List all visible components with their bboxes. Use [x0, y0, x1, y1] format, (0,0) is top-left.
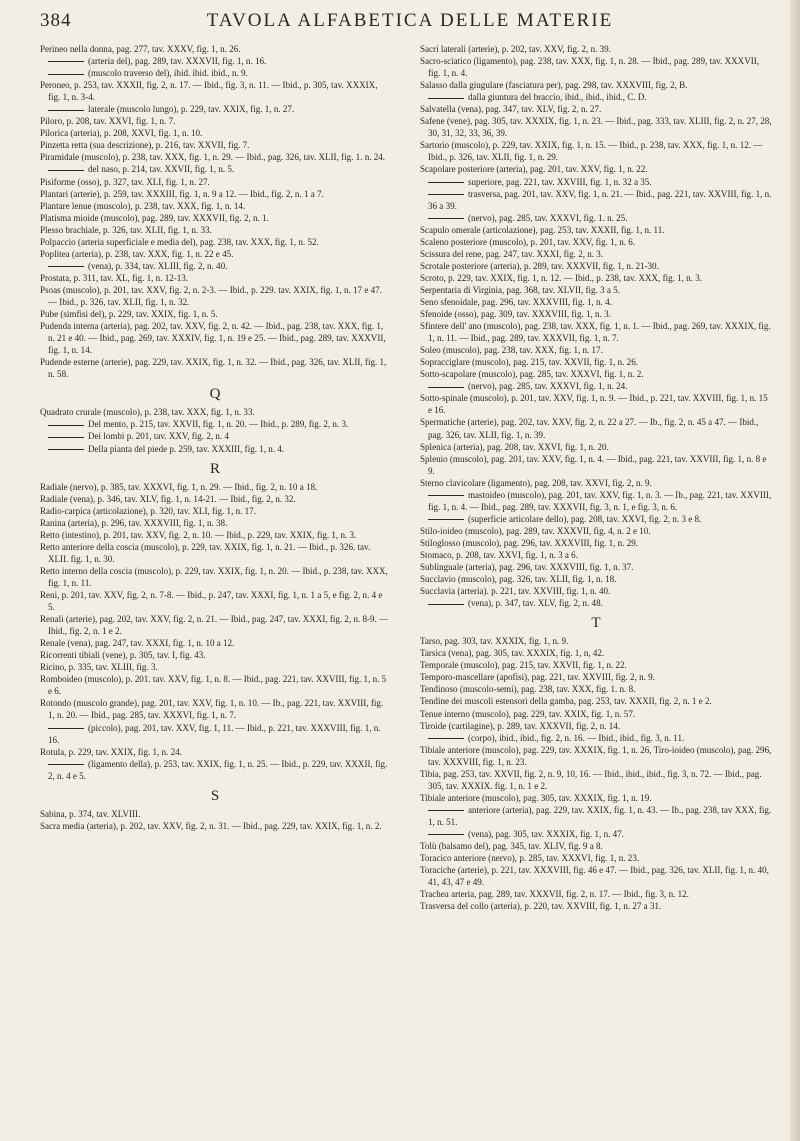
index-subentry [420, 188, 772, 212]
index-subentry-text: del naso, p. 214, tav. XXVII, fig. 1, n. 5. [88, 164, 235, 175]
ditto-dash [48, 449, 84, 450]
index-subentry-text: (ligamento della), p. 253, tav. XXIX, fig. 1, n. 25. — Ibid., p. 229, tav. XXXII, fig. 2, n. 4 e 5. [48, 758, 388, 781]
index-subentry [40, 443, 390, 455]
index-entry: Ricorrenti tibiali (vene), p. 305, tav. I, fig. 43. [40, 650, 206, 661]
index-entry: Pudenda interna (arteria), pag. 202, tav. XXV, fig. 2, n. 42. — Ibid., pag. 238, tav. XXX, fig. 1, n. 21 e 40. — Ibid., pag. 269, tav. XXXIV, fig. 1, n. 19 e 25. — Ibid., pag. 289, tav. XXXVII, fig. 1, n. 14. [40, 321, 386, 356]
index-entry: Temporale (muscolo), pag. 215, tav. XXVII, fig. 1, n. 22. [420, 660, 627, 671]
index-subentry-text: (arteria del), pag. 289, tav. XXXVII, fig. 1, n. 16. [88, 56, 267, 67]
index-subentry [420, 380, 772, 392]
index-subentry-text: Dei lombi p. 201, tav. XXV, fig. 2, n. 4 [88, 431, 229, 442]
ditto-dash [48, 74, 84, 75]
index-entry: Toracico anteriore (nervo), p. 285, tav. XXXVI, fig. 1, n. 23. [420, 853, 640, 864]
index-entry: Succlavia (arteria). p. 221, tav. XXVIII, fig. 1, n. 40. [420, 586, 611, 597]
index-subentry [420, 176, 772, 188]
index-subentry [40, 430, 390, 442]
index-subentry [420, 597, 772, 609]
ditto-dash [48, 61, 84, 62]
index-subentry [40, 55, 390, 67]
ditto-dash [428, 182, 464, 183]
index-subentry [420, 489, 772, 513]
ditto-dash [48, 425, 84, 426]
index-entry: Tolù (balsamo del), pag. 345, tav. XLIV, fig. 9 a 8. [420, 841, 603, 852]
index-entry: Splenica (arteria), pag. 208, tav. XXVI, fig. 1, n. 20. [420, 441, 609, 452]
ditto-dash [48, 266, 84, 267]
index-entry: Retto interno della coscia (muscolo), p. 229, tav. XXIX, fig. 1, n. 20. — Ibid., p. 238, tav. XXX, fig. 1, n. 11. [40, 565, 388, 588]
section-letter: T [591, 615, 601, 632]
index-entry: Sotto-spinale (muscolo), p. 201, tav. XXV, fig. 1, n. 9. — Ibid., p. 221, tav. XXVIII, fig. 1, n. 15 e 16. [420, 393, 768, 416]
index-subentry-text: Della pianta del piede p. 259, tav. XXXIII, fig. 1, n. 4. [88, 443, 285, 454]
index-entry: Plantari (arterie), p. 259, tav. XXXIII, fig. 1, n. 9 a 12. — Ibid., fig. 2, n. 1 a 7. [40, 188, 324, 199]
index-entry: Salvatella (vena), pag. 347, tav. XLV, fig. 2, n. 27. [420, 104, 602, 115]
index-subentry-text: trasversa, pag. 201, tav. XXV, fig. 1, n. 21. — Ibid., pag. 221, tav. XXVIII, fig. 1, n. 36 a 39. [428, 188, 772, 211]
index-entry: Scrotale posteriore (arteria), p. 289, tav. XXXVII, fig. 1, n. 21-30. [420, 260, 659, 271]
index-entry: Sterno clavicolare (ligamento), pag. 208, tav. XXVI, fig. 2, n. 9. [420, 477, 652, 488]
index-entry: Sabina, p. 374, tav. XLVIII. [40, 808, 141, 819]
ditto-dash [428, 387, 464, 388]
page-number: 384 [40, 10, 72, 31]
ditto-dash [48, 764, 84, 765]
ditto-dash [428, 495, 464, 496]
index-entry: Pinzetta retta (sua descrizione), p. 216, tav. XXVII, fig. 7. [40, 140, 250, 151]
index-entry: Tenue interno (muscolo), pag. 229, tav. XXIX, fig. 1, n. 57. [420, 708, 636, 719]
index-entry: Toraciche (arterie), p. 221, tav. XXXVIII, fig. 46 e 47. — Ibid., pag. 326, tav. XLII, fig. 1, n. 40, 41, 43, 47 e 49. [420, 865, 769, 888]
index-entry: Tiroide (cartilagine), p. 289, tav. XXXVII, fig. 2, n. 14. [420, 720, 621, 731]
section-letter: R [209, 460, 220, 477]
index-subentry [420, 828, 772, 840]
index-entry: Scaleno posteriore (muscolo), p. 201, tav. XXV, fig. 1, n. 6. [420, 236, 636, 247]
index-entry: Ricino, p. 335, tav. XLIII, fig. 3. [40, 662, 158, 673]
index-entry: Rotula, p. 229, tav. XXIX, fig. 1, n. 24. [40, 746, 182, 757]
index-entry: Peroneo, p. 253, tav. XXXII, fig. 2, n. 17. — Ibid., fig. 3, n. 11. — Ibid., p. 305, tav. XXXIX, fig. 1, n. 3-4. [40, 80, 378, 103]
index-entry: Pube (simfisi del), p. 229, tav. XXIX, fig. 1, n. 5. [40, 309, 218, 320]
index-entry: Radio-carpica (articolazione), p. 320, tav. XLI, fig. 1, n. 17. [40, 505, 256, 516]
index-entry: Trachea arteria, pag. 289, tav. XXXVII, fig. 2, n. 17. — Ibid., fig. 3, n. 12. [420, 889, 689, 900]
index-entry: Retto (intestino), p. 201, tav. XXV, fig. 2, n. 10. — Ibid., p. 229, tav. XXIX, fig. 1, n. 3. [40, 529, 357, 540]
index-entry: Sfintere dell' ano (muscolo), pag. 238, tav. XXX, fig. 1, n. 1. — Ibid., pag. 269, tav. XXXIX, fig. 1, n. 11. — Ibid., pag. 289, tav. XXXVII, fig. 1, n. 7. [420, 321, 771, 344]
right-column [420, 43, 772, 912]
ditto-dash [428, 98, 464, 99]
index-entry: Platisma mioide (muscolo), pag. 289, tav. XXXVII, fig. 2, n. 1. [40, 212, 269, 223]
index-entry: Quadrato crurale (muscolo), p. 238, tav. XXX, fig. 1, n. 33. [40, 407, 255, 418]
ditto-dash [48, 110, 84, 111]
index-entry: Sublinguale (arteria), pag. 296, tav. XXXVIII, fig. 1, n. 37. [420, 562, 634, 573]
page-edge [790, 0, 800, 1141]
index-subentry-text: (nervo), pag. 285, tav. XXXVI, fig. 1. n. 25. [468, 212, 628, 223]
index-entry: Salasso dalla giugulare (fasciatura per), pag. 298, tav. XXXVIII, fig. 2, B. [420, 80, 688, 91]
index-entry: Perineo nella donna, pag. 277, tav. XXXV, fig. 1, n. 26. [40, 44, 241, 54]
index-entry: Succlavio (muscolo), pag. 326, tav. XLII, fig. 1, n. 18. [420, 574, 617, 585]
index-entry: Tibia, pag. 253, tav. XXVII, fig. 2, n. 9, 10, 16. — Ibid., ibid., ibid., fig. 3, n. 72. — Ibid., pag. 305, tav. XXXIX. fig. 1, n. 1 e 2. [420, 768, 762, 791]
index-entry: Scapulo omerale (articolazione), pag. 253, tav. XXXII, fig. 1, n. 11. [420, 224, 665, 235]
index-subentry-text: (vena), p. 347, tav. XLV, fig. 2, n. 48. [468, 598, 603, 609]
ditto-dash [48, 170, 84, 171]
index-entry: Tarso, pag. 303, tav. XXXIX, fig. 1, n. 9. [420, 636, 569, 647]
index-entry: Sotto-scapolare (muscolo), pag. 285, tav. XXXVI, fig. 1, n. 2. [420, 369, 644, 380]
index-subentry-text: superiore, pag. 221, tav. XXVIII, fig. 1, n. 32 a 35. [468, 176, 652, 187]
index-subentry [420, 212, 772, 224]
index-entry: Prostata, p. 311, tav. XL, fig. 1, n. 12-13. [40, 272, 189, 283]
index-entry: Pilorica (arteria), p. 208, XXVI, fig. 1, n. 10. [40, 128, 203, 139]
index-subentry [420, 732, 772, 744]
ditto-dash [428, 194, 464, 195]
index-subentry-text: anteriore (arteria), pag. 229, tav. XXIX, fig. 1, n. 43. — Ib., pag. 238, tav XXX, fig. 1, n. 51. [428, 804, 772, 827]
index-entry: Trasversa del collo (arteria), p. 220, tav. XXVIII, fig. 1, n. 27 a 31. [420, 901, 662, 912]
index-subentry-text: Del mento, p. 215, tav. XXVII, fig. 1, n. 20. — Ibid., p. 289, fig. 2, n. 3. [88, 419, 349, 430]
index-entry: Scissura del rene, pag. 247, tav. XXXI, fig. 2, n. 3. [420, 248, 604, 259]
index-entry: Soleo (muscolo), pag. 238, tav. XXX, fig. 1, n. 17. [420, 345, 603, 356]
index-subentry-text: laterale (muscolo lungo), p. 229, tav. XXIX, fig. 1, n. 27. [88, 104, 295, 115]
index-entry: Piramidale (muscolo), p. 238, tav. XXX, fig. 1, n. 29. — Ibid., pag. 326, tav. XLII, fig. 1. n. 24. [40, 152, 386, 163]
index-subentry [40, 260, 390, 272]
ditto-dash [48, 728, 84, 729]
index-entry: Seno sfenoidale, pag. 296, tav. XXXVIII, fig. 1, n. 4. [420, 296, 612, 307]
index-entry: Tibiale anteriore (muscolo), pag. 229, tav. XXXIX, fig. 1, n. 26, Tiro-ioideo (muscolo), pag. 296, tav. XXXVIII, fig. 1, n. 23. [420, 744, 772, 767]
index-entry: Sartorio (muscolo), p. 229, tav. XXIX, fig. 1, n. 15. — Ibid., p. 238, tav. XXX, fig. 1, n. 12. — Ibid., p. 326, tav. XLII, fig. 1, n. 29. [420, 140, 763, 163]
index-entry: Sopracciglare (muscolo), pag. 215, tav. XXVII, fig. 1, n. 26. [420, 357, 638, 368]
index-entry: Scapolare posteriore (arteria), pag. 201, tav. XXV, fig. 1, n. 22. [420, 164, 648, 175]
index-subentry-text: (piccolo), pag. 201, tav. XXV, fig. 1, 11. — Ibid., p. 221, tav. XXXVIII, fig. 1, n. 16. [48, 722, 381, 745]
index-entry: Renali (arterie), pag. 202, tav. XXV, fig. 2, n. 21. — Ibid., pag. 247, tav. XXXI, fig. 2, n. 8-9. — Ibid., fig. 2, n. 1 e 2. [40, 614, 389, 637]
index-subentry-text: (vena), pag. 305, tav. XXXIX, fig. 1, n. 47. [468, 829, 624, 839]
index-entry: Renale (vena), pag. 247, tav. XXXI, fig. 1, n. 10 a 12. [40, 638, 235, 649]
ditto-dash [428, 738, 464, 739]
section-letter: Q [209, 386, 221, 403]
index-entry: Poplitea (arteria), p. 238, tav. XXX, fig. 1, n. 22 e 45. [40, 248, 234, 259]
index-entry: Retto anteriore della coscia (muscolo), p. 229, tav. XXIX, fig. 1, n. 21. — Ibid., p. 326. tav. XLII. fig. 1, n. 30. [40, 541, 371, 564]
index-entry: Sacro-sciatico (ligamento), pag. 238, tav. XXX, fig. 1, n. 28. — Ibid., pag. 289, tav. XXXVII, fig. 1, n. 4. [420, 56, 760, 79]
index-subentry [40, 418, 390, 430]
page-header [40, 10, 780, 34]
ditto-dash [48, 437, 84, 438]
index-entry: Serpentaria di Virginia, pag. 368, tav. XLVII, fig. 3 a 5. [420, 284, 620, 295]
index-subentry [420, 804, 772, 828]
index-entry: Ranina (arteria), p. 296, tav. XXXVIII, fig. 1, n. 38. [40, 517, 228, 528]
index-entry: Spermatiche (arterie), pag. 202, tav. XXV, fig. 2, n. 22 a 27. — Ib., fig. 2, n. 45 a 47. — Ibid., pag. 326, tav. XLII, fig. 1, n. 39. [420, 417, 759, 440]
index-subentry [40, 67, 390, 79]
ditto-dash [428, 810, 464, 811]
index-entry: Safene (vene), pag. 305, tav. XXXIX, fig. 1, n. 23. — Ibid., pag. 333, tav. XLIII, fig. 2, n. 27, 28, 30, 31, 32, 33, 36, 39. [420, 116, 772, 139]
index-entry: Reni, p. 201, tav. XXV, fig. 2, n. 7-8. — Ibid., p. 247, tav. XXXI, fig. 1, n. 1 a 5, e fig. 2, n. 4 e 5. [40, 590, 383, 613]
index-entry: Piloro, p. 208, tav. XXVI, fig. 1, n. 7. [40, 116, 176, 127]
index-subentry [40, 722, 390, 746]
index-subentry [420, 91, 772, 103]
left-column [40, 43, 390, 832]
index-entry: Radiale (nervo), p. 385, tav. XXXVI, fig. 1, n. 29. — Ibid., fig. 2, n. 10 a 18. [40, 481, 318, 492]
index-entry: Tibiale anteriore (muscolo), pag. 305, tav. XXXIX, fig. 1, n. 19. [420, 792, 652, 803]
page-title: TAVOLA ALFABETICA DELLE MATERIE [206, 10, 614, 31]
index-entry: Romboideo (muscolo), p. 201. tav. XXV, fig. 1, n. 8. — Ibid., pag. 221, tav. XXVIII, fig. 1, n. 5 e 6. [40, 674, 387, 697]
index-subentry-text: (muscolo traverso del), ibid. ibid. ibid., n. 9. [88, 68, 248, 79]
index-entry: Splenio (muscolo), pag. 201, tav. XXV, fig. 1, n. 4. — Ibid., pag. 221, tav. XXVIII, fig. 1, n. 8 e 9. [420, 453, 767, 476]
index-entry: Sacri laterali (arterie), p. 202, tav. XXV, fig. 2, n. 39. [420, 44, 611, 54]
index-subentry-text: (corpo), ibid., ibid., fig. 2, n. 16. — Ibid., ibid., fig. 3, n. 11. [468, 732, 685, 743]
index-entry: Rotondo (muscolo grande), pag. 201, tav. XXV, fig. 1, n. 10. — Ib., pag. 221, tav. XXVIII, fig. 1, n. 20. — Ibid., pag. 285, tav. XXXVI, fig. 1, n. 7. [40, 698, 384, 721]
section-letter: S [210, 787, 220, 804]
index-entry: Radiale (vena), p. 346, tav. XLV, fig. 1, n. 14-21. — Ibid., fig. 2, n. 32. [40, 493, 296, 504]
index-entry: Tendinoso (muscolo-semi), pag. 238, tav. XXX, fig. 1. n. 8. [420, 684, 636, 695]
index-entry: Plesso brachiale, p. 326, tav. XLII, fig. 1, n. 33. [40, 224, 212, 235]
ditto-dash [428, 604, 464, 605]
index-entry: Pisiforme (osso), p. 327, tav. XLI, fig. 1, n. 27. [40, 176, 210, 187]
index-entry: Stilo-ioideo (muscolo), pag. 289, tav. XXXVII, fig. 4, n. 2 e 10. [420, 525, 651, 536]
index-subentry-text: (nervo), pag. 285, tav. XXXVI, fig. 1, n. 24. [468, 381, 628, 392]
ditto-dash [428, 834, 464, 835]
index-entry: Tarsica (vena), pag. 305, tav. XXXIX, fig. 1, n, 42. [420, 648, 605, 659]
index-subentry-text: (superficie articolare dello), pag. 208, tav. XXVI, fig. 2, n. 3 e 8. [468, 513, 702, 524]
index-entry: Temporo-mascellare (apofisi), pag. 221, tav. XXVIII, fig. 2, n. 9. [420, 672, 655, 683]
index-entry: Polpaccio (arteria superficiale e media del), pag. 238, tav. XXX, fig. 1, n. 52. [40, 236, 319, 247]
index-subentry-text: dalla giuntura del braccio, ibid., ibid., ibid., C. D. [468, 92, 647, 103]
index-subentry [420, 513, 772, 525]
index-entry: Psoas (muscolo), p. 201, tav. XXV, fig. 2, n. 2-3. — Ibid., p. 229. tav. XXIX, fig. 1, n. 17 e 47. — Ibid., p. 326, tav. XLII, fig. 1, n. 32. [40, 284, 382, 307]
index-entry: Tendine dei muscoli estensori della gamba, pag. 253, tav. XXXII, fig. 2, n. 1 e 2. [420, 696, 712, 707]
index-subentry-text: (vena), p. 334, tav. XLIII, fig. 2, n. 40. [88, 260, 228, 271]
index-entry: Pudende esterne (arterie), pag. 229, tav. XXIX, fig. 1, n. 32. — Ibid., pag. 326, tav. XLII, fig. 1, n. 58. [40, 357, 387, 380]
index-subentry [40, 758, 390, 782]
index-entry: Sfenoide (osso), pag. 309, tav. XXXVIII, fig. 1, n. 3. [420, 309, 611, 320]
ditto-dash [428, 218, 464, 219]
index-entry: Sacra media (arteria), p. 202, tav. XXV, fig. 2, n. 31. — Ibid., pag. 229, tav. XXIX, fig. 1, n. 2. [40, 820, 382, 831]
index-entry: Stiloglosso (muscolo), pag. 296, tav. XXXVIII, fig. 1, n. 29. [420, 537, 639, 548]
index-subentry-text: mastoideo (muscolo), pag. 201, tav. XXV, fig. 1, n. 3. — Ib., pag. 221, tav. XXVIII, fig. 1, n. 4. — Ibid., pag. 289, tav. XXXVII, fig. 3, n. 1, e fig. 3, n. 6. [428, 489, 772, 512]
index-entry: Stomaco, p. 208, tav. XXVI, fig. 1, n. 3 a 6. [420, 549, 578, 560]
index-entry: Plantare lenue (muscolo), p. 238, tav. XXX, fig. 1, n. 14. [40, 200, 246, 211]
ditto-dash [428, 519, 464, 520]
index-subentry [40, 163, 390, 175]
index-subentry [40, 103, 390, 115]
index-entry: Scroto, p. 229, tav. XXIX, fig. 1, n. 12. — Ibid., p. 238, tav. XXX, fig. 1, n. 3. [420, 272, 703, 283]
